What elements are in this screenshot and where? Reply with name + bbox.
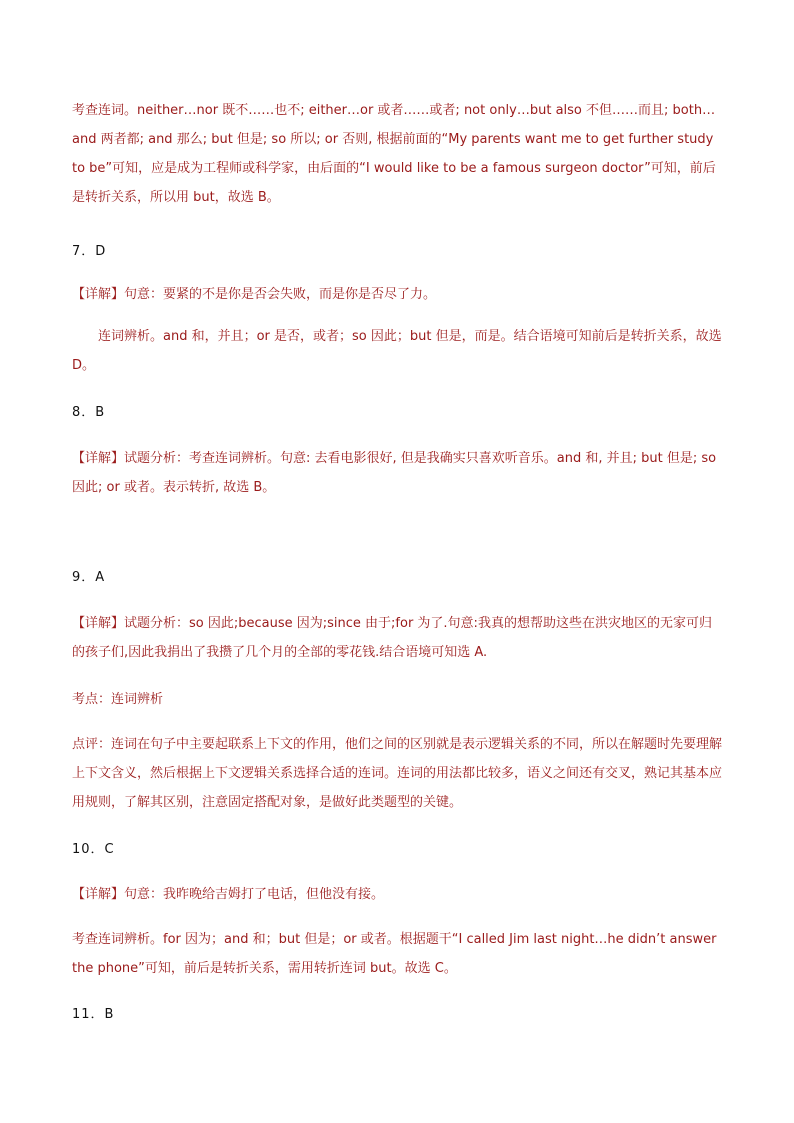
q10-answer: 10．C	[72, 842, 115, 857]
q9-answer: 9．A	[72, 570, 106, 585]
q10-tag: 【详解】	[72, 887, 125, 902]
q10-analysis: 考查连词辨析。for 因为；and 和；but 但是；or 或者。根据题干“I called Jim last night…he didn’t answer the phone”可知，前后是转折关系，需用转折连词 but。故选 C。	[72, 932, 717, 976]
q8-analysis-text: 试题分析：考查连词辨析。句意: 去看电影很好, 但是我确实只喜欢听音乐。and 和, 并且; but 但是; so 因此; or 或者。表示转折, 故选 B。	[72, 451, 717, 495]
q10-meaning	[72, 880, 722, 909]
q11-answer: 11．B	[72, 1007, 115, 1022]
q9-kaodian: 考点：连词辨析	[72, 692, 164, 707]
q9-analysis-text: 试题分析：so 因此;because 因为;since 由于;for 为了.句意:我真的想帮助这些在洪灾地区的无家可归的孩子们,因此我捐出了我攒了几个月的全部的零花钱.结合语境可知选 A.	[72, 616, 712, 660]
q6-explanation: 考查连词。neither…nor 既不……也不; either…or 或者……或者; not only…but also 不但……而且; both…and 两者都; and 那么; but 但是; so 所以; or 否则, 根据前面的“My parents want me to get further study to be”可知，应是成为工程师或科学家，由后面的“I would like to be a famous surgeon doctor”可知，前后是转折关系，所以用 but，故选 B。	[72, 103, 716, 205]
q9-tag: 【详解】	[72, 616, 125, 631]
q9-dianping: 点评：连词在句子中主要起联系上下文的作用，他们之间的区别就是表示逻辑关系的不同，所以在解题时先要理解上下文含义，然后根据上下文逻辑关系选择合适的连词。连词的用法都比较多，语义之间还有交叉，熟记其基本应用规则，了解其区别，注意固定搭配对象，是做好此类题型的关键。	[72, 737, 723, 810]
q7-meaning-text: 句意：要紧的不是你是否会失败，而是你是否尽了力。	[124, 287, 437, 302]
q8-analysis	[72, 444, 722, 502]
q7-meaning	[72, 280, 722, 309]
q7-analysis: 连词辨析。and 和，并且；or 是否，或者；so 因此；but 但是，而是。结合语境可知前后是转折关系，故选 D。	[72, 329, 722, 373]
q10-meaning-text: 句意：我昨晚给吉姆打了电话，但他没有接。	[124, 887, 385, 902]
q7-tag: 【详解】	[72, 287, 125, 302]
q8-tag: 【详解】	[72, 451, 125, 466]
q8-answer: 8．B	[72, 405, 106, 420]
q7-answer: 7．D	[72, 244, 107, 259]
q9-analysis	[72, 609, 722, 667]
